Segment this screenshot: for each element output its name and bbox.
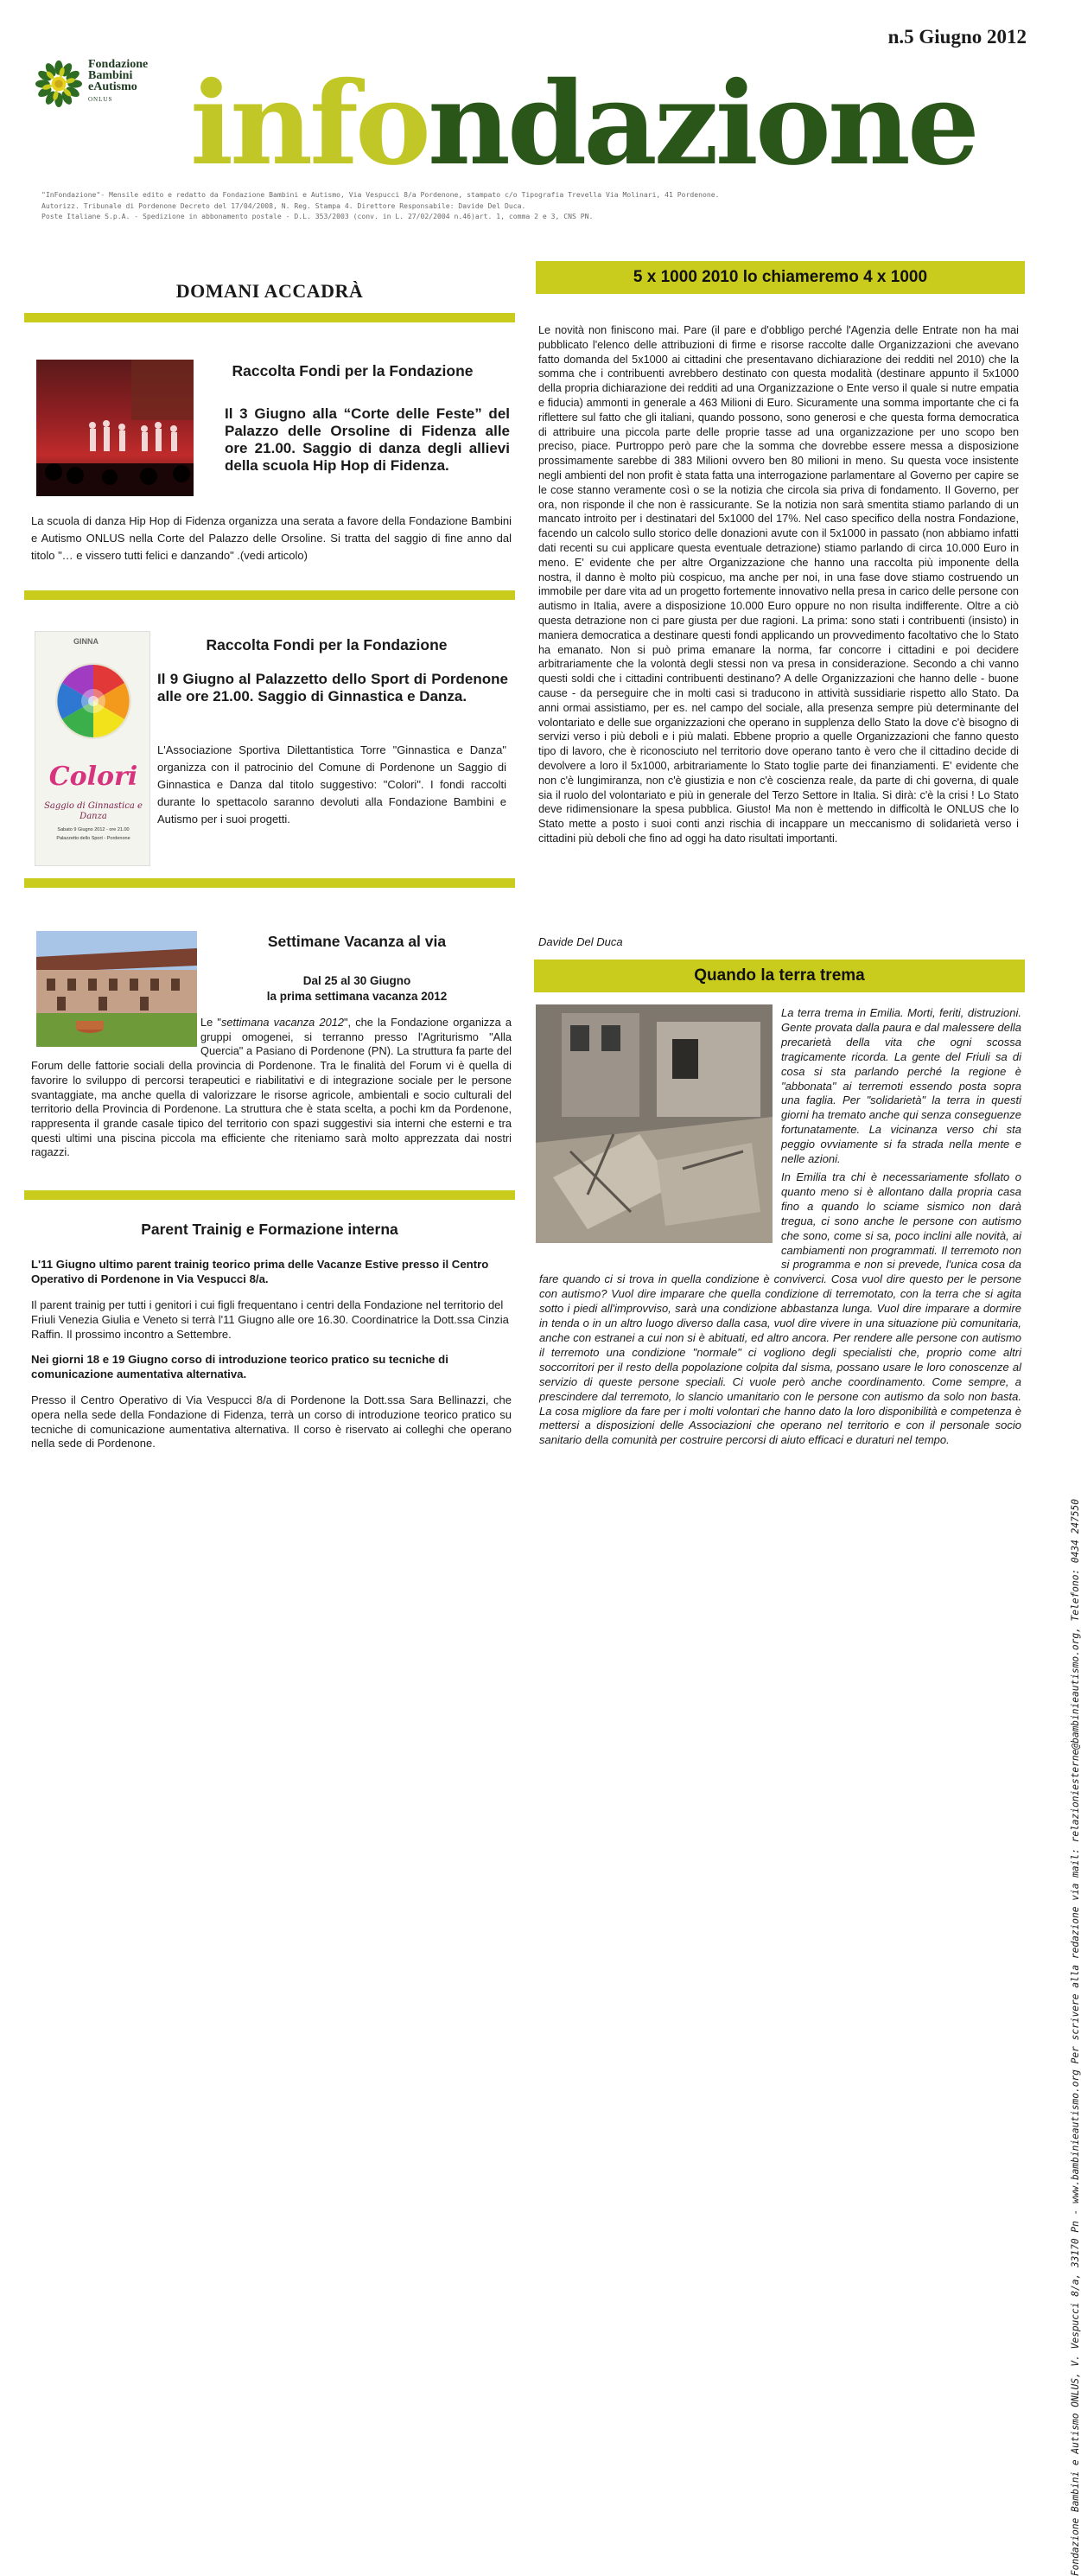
article-title: Parent Trainig e Formazione interna	[141, 1221, 398, 1238]
impressum	[41, 189, 923, 222]
article-body	[539, 1170, 1021, 1448]
article-body: La scuola di danza Hip Hop di Fidenza organizza una serata a favore della Fondazione Bambini e Autismo ONLUS nella Corte del Palazzo delle Orsoline. Si tratta del saggio di fine anno dal titolo "… e vissero tutti felici e danzando" .(vedi articolo)	[31, 514, 512, 562]
article-hiphop	[24, 322, 515, 590]
issue-number: n.5 Giugno 2012	[887, 26, 1027, 48]
article-body: L'Associazione Sportiva Dilettantistica Torre "Ginnastica e Danza" organizza con il patrocinio del Comune di Pordenone un Saggio di Ginnastica e Danza dal titolo suggestivo: "Colori". I fondi raccolti durante lo spettacolo saranno devoluti alla Fondazione Bambini e Autismo per i suoi progetti.	[157, 743, 506, 826]
poster-place: Palazzetto dello Sport - Pordenone	[56, 836, 130, 841]
flower-rainbow-icon	[35, 658, 151, 744]
colori-poster	[35, 631, 150, 866]
article-title: Raccolta Fondi per la Fondazione	[206, 636, 448, 654]
image-wrap-spacer	[539, 1170, 781, 1259]
impressum-line: Poste Italiane S.p.A. - Spedizione in abbonamento postale - D.L. 353/2003 (conv. in L. 27/02/2004 n.46)art. 1, comma 2 e 3, CNS PN.	[41, 212, 594, 220]
article-banner-5x1000: 5 x 1000 2010 lo chiameremo 4 x 1000	[536, 261, 1025, 294]
article-lead: Il 3 Giugno alla “Corte delle Feste” del Palazzo delle Orsoline di Fidenza alle ore 21.00. Saggio di danza degli allievi della scuola Hip Hop di Fidenza.	[225, 405, 510, 474]
article-lead: Il 9 Giugno al Palazzetto dello Sport di Pordenone alle ore 21.00. Saggio di Ginnastica e Danza.	[157, 671, 508, 705]
flower-logo-icon	[35, 60, 83, 108]
dance-stage-photo	[36, 360, 194, 496]
article-body: Le novità non finiscono mai. Pare (il pare e d'obbligo perché l'Agenzia delle Entrate non ha mai pubblicato l'elenco delle attribuzioni di firme e risorse raccolte dalle Organizzazioni che avevano fatto domanda del 5x1000 ai cittadini che presentavano dichiarazione dei redditi nel 2010) che la somma che i contribuenti avrebbero destinato con questa modalità (destinare appunto il 5x1000 della propria dichiarazione dei redditi ad una Organizzazione o Ente verso il quale si nutre empatia e fiducia) ammonti in generale a 463 Milioni di Euro. Sicuramente una somma importante che ci fa riflettere sul fatto che gli italiani, quando possono, sono generosi e che questa forma democratica di attribuire una piccola parte delle proprie tasse ad una organizzazione per uno scopo ben preciso, piace. Purtroppo però pare che la somma che dovrebbe essere messa a disposizione prossimamente sarebbe di 383 Milioni ovvero ben 80 milioni in meno. Su questa voce insistente negli ambienti del non profit è stata fatta una interrogazione parlamentare al Governo per capire se le cose stanno veramente così o se la notizia che circola sia priva di fondamento. Il Governo, per ora, non risponde il che non è rassicurante. Se la notizia non sarà smentita stiamo parlando di un mancato introito per i destinatari del 5x1000 del 17%. Nel caso specifico della nostra Fondazione, facendo un calcolo sullo storico delle donazioni avute con il 5x1000 in passato (non abbiamo infatti dati recenti su cui applicare questa eventuale detrazione) stiamo parlando di circa 10.000 Euro in meno. E' evidente che per altre Organizzazione che hanno una raccolta più imponente della nostra, il danno è molto più cospicuo, ma anche per noi, in una fase dove stiamo costruendo un immobile per dare vita ad un progetto fortemente innovativo nella presa in carico delle persone con autismo in Italia, avere a disposizione 10.000 Euro oppure no non risulta indifferente. Oltre a ciò questa detrazione non ci pare giusta per due ragioni. La prima: sono stati i contribuenti (insisto) in maniera democratica a destinare questi fondi applicando un provvedimento facoltativo che lo Stato ha emanato. Non si può prima emanare la norma, far concorre i cittadini e poi decidere arbitrariamente che la volontà degli stessi non va presa in considerazione. Secondo a chi vanno questi soldi che i cittadini contribuenti destinano? A delle Organizzazioni che hanno delle - buone cause - da perseguire che in molti casi si traducono in attività sussidiarie rispetto allo Stato. Da anni ormai assistiamo, per es. nel campo del sociale, alla presenza sempre più determinante del volontariato e delle sue organizzazioni che operano in supplenza dello Stato la dove c'è bisogno di servizi verso i più deboli e i più malati. Ebbene proprio a quelle Organizzazioni che fanno questo tipo di lavoro, che è riconosciuto nel territorio dove operano tanto è vero che il cittadino decide di devolvere a loro il 5x1000, arbitrariamente lo Stato toglie parte dei finanziamenti. E' evidente che non c'è lungimiranza, non c'è giustizia e non c'è coscienza reale, da parte di chi governa, di quale sia il ruolo del volontariato e più in generale del Terzo Settore in Italia. Si dirà: c'è la crisi ! Lo Stato deve ridimensionare la spesa pubblica. Giusto! Ma non è mettendo in difficoltà le ONLUS che lo Stato mette a posto i suoi conti anzi rischia di incappare un meccanismo di solidarietà verso i cittadini più deboli che fino ad oggi ha dato risultati importanti.	[538, 324, 1019, 845]
body-rest: ", che la Fondazione organizza a gruppi omogenei, si terranno presso l'Agriturismo "Alla Quercia" a Pasiano di Pordenone (PN). La struttura fa parte del Forum delle fattorie sociali della provincia di Pordenone. Tra le finalità del Forum vi è quella di favorire lo sviluppo di percorsi terapeutici e riabilitativi e di integrazione sociale per le persone svantaggiate, ma anche quella di valorizzare le risorse agricole, ambientali e socio culturali del territorio della Provincia di Pordenone. La struttura che è stata scelta, a pochi km da Pordenone, rappresenta il grande casale tipico del territorio con spazi suggestivi sia interni che esterni e tra questi ultimi una piscina piccola ma efficiente che riteniamo sarà molto apprezzata dai nostri ragazzi.	[31, 1016, 512, 1159]
poster-date: Sabato 9 Giugno 2012 - ore 21.00	[57, 827, 130, 832]
article-body	[31, 1016, 512, 1160]
article-body: La terra trema in Emilia. Morti, feriti, distruzioni. Gente provata dalla paura e dal malessere della precarietà della vita che ogni scossa tragicamente ricorda. La gente del Friuli sa di cosa si sta parlando perché la regione è "abbonata" ai terremoti essendo posta sopra una faglia. Per "solidarietà" la terra in questi giorni ha tremato anche qui senza conseguenze fortunatamente. La vicinanza verso chi sta peggio ovviamente si fa strada nella mente e nelle azioni.	[781, 1006, 1021, 1166]
article-vacanza	[24, 888, 515, 1190]
article-parent-training	[24, 1200, 515, 1459]
article-colori	[24, 600, 515, 878]
poster-title: Colori	[48, 762, 138, 792]
section-rule	[24, 313, 515, 322]
masthead-part1: info	[190, 57, 428, 191]
image-wrap-spacer	[31, 1016, 200, 1049]
contact-sidebar	[1051, 47, 1081, 2576]
article-subtitle: Dal 25 al 30 Giugno	[302, 974, 411, 987]
logo-line2: Bambini	[88, 69, 133, 82]
impressum-line: "InFondazione"- Mensile edito e redatto da Fondazione Bambini e Autismo, Via Vespucci 8/a Pordenone, stampato c/o Tipografia Trevella Via Molinari, 41 Pordenone.	[41, 190, 720, 199]
article-body: Il parent trainig per tutti i genitori i cui figli frequentano i centri della Fondazione nel territorio del Friuli Venezia Giulia e Veneto si terrà l'11 Giugno alle ore 16.30. Coordinatrice la Dott.ssa Cinzia Raffin. Il prossimo incontro a Settembre.	[31, 1298, 509, 1341]
body-italic: settimana vacanza 2012	[220, 1016, 344, 1029]
section-rule	[24, 1190, 515, 1200]
section-rule	[24, 590, 515, 600]
masthead-title	[190, 57, 976, 191]
impressum-line: Autorizz. Tribunale di Pordenone Decreto del 17/04/2008, N. Reg. Stampa 4. Direttore Responsabile: Davide Del Duca.	[41, 201, 526, 210]
logo-line1: Fondazione	[88, 58, 149, 71]
logo-line3: eAutismo	[88, 80, 137, 93]
section-rule	[24, 878, 515, 888]
article-lead: L'11 Giugno ultimo parent trainig teorico prima delle Vacanze Estive presso il Centro Operativo di Pordenone in Via Vespucci 8/a.	[31, 1258, 489, 1285]
article-title: Raccolta Fondi per la Fondazione	[232, 362, 474, 379]
right-column	[534, 261, 1025, 1447]
body-continued: In Emilia tra chi è necessariamente sfollato o quanto meno si è allontano dalla propria casa fino a quando lo sciame sismico non darà tregua, ci sono anche le persone con autismo che sono, come si sa, poco inclini alle novità, ai cambiamenti non programmati. Il terremoto non si programma e non si prevede, l'unica cosa da fare quando ci si trova in quella condizione è conviverci. Cosa vuol dire questo per le persone con autismo? Vuol dire imparare che quella condizione di terremotato, con la terra che si agita sotto i piedi all'improvviso, sarà una condizione abbastanza lunga. Vuol dire imparare a dormire in tenda o in un altro luogo diverso dalla casa, vuol dire vivere in una situazione più comunitaria, anche con estranei a cui non si è abituati, ed altro ancora. Per rendere alle persone con autismo il terremoto una condizione "normale" ci vogliono degli specialisti che, proprio come altri soccorritori per il resto della popolazione colpita dal sisma, possano usare le loro conoscenze al servizio di queste persone speciali. Ci vuole però anche coordinamento. Come sempre, a prescindere dal terremoto, lo slancio umanitario con le persone con autismo da solo non basta. La cosa migliore da fare per i molti volontari che hanno dato la loro disponibilità e competenza è mettersi a disposizioni delle Associazioni che operano nel territorio e con il personale socio sanitario della comunità per costruire percorsi di aiuto efficaci e duraturi nel tempo.	[539, 1170, 1021, 1447]
left-column	[24, 268, 515, 1459]
logo-line4: ONLUS	[88, 96, 113, 103]
article-subtitle: la prima settimana vacanza 2012	[266, 990, 448, 1003]
masthead-part2: ndazione	[427, 57, 976, 191]
article-lead: Nei giorni 18 e 19 Giugno corso di introduzione teorico pratico su tecniche di comunicazione aumentativa alternativa.	[31, 1353, 448, 1380]
foundation-logo	[35, 57, 173, 111]
contact-sidebar-text: Fondazione Bambini e Autismo ONLUS, V. Vespucci 8/a, 33170 Pn - www.bambinieautismo.org Per scrivere alla redazione via mail: relazioniesterne@bambinieautismo.org, Telefono: 0434 247550	[1070, 1499, 1081, 2576]
logo-wordmark	[88, 59, 148, 105]
article-banner-terremoto: Quando la terra trema	[534, 960, 1025, 992]
dancers-silhouettes-icon	[36, 360, 194, 496]
poster-brand: GINNA	[73, 637, 99, 646]
body-intro: Le "	[200, 1016, 221, 1029]
poster-subtitle: Saggio di Ginnastica e Danza	[44, 801, 143, 821]
article-title: Settimane Vacanza al via	[267, 933, 447, 950]
article-author: Davide Del Duca	[538, 935, 623, 948]
article-body: Presso il Centro Operativo di Via Vespucci 8/a di Pordenone la Dott.ssa Sara Bellinazzi, che opera nella sede della Fondazione di Fidenza, terrà un corso di introduzione teorico pratico su tecniche di comunicazione aumentativa alternativa. Il corso è riservato ai colleghi che operano nella sede di Pordenone.	[31, 1393, 512, 1451]
section-title: DOMANI ACCADRÀ	[175, 280, 364, 302]
